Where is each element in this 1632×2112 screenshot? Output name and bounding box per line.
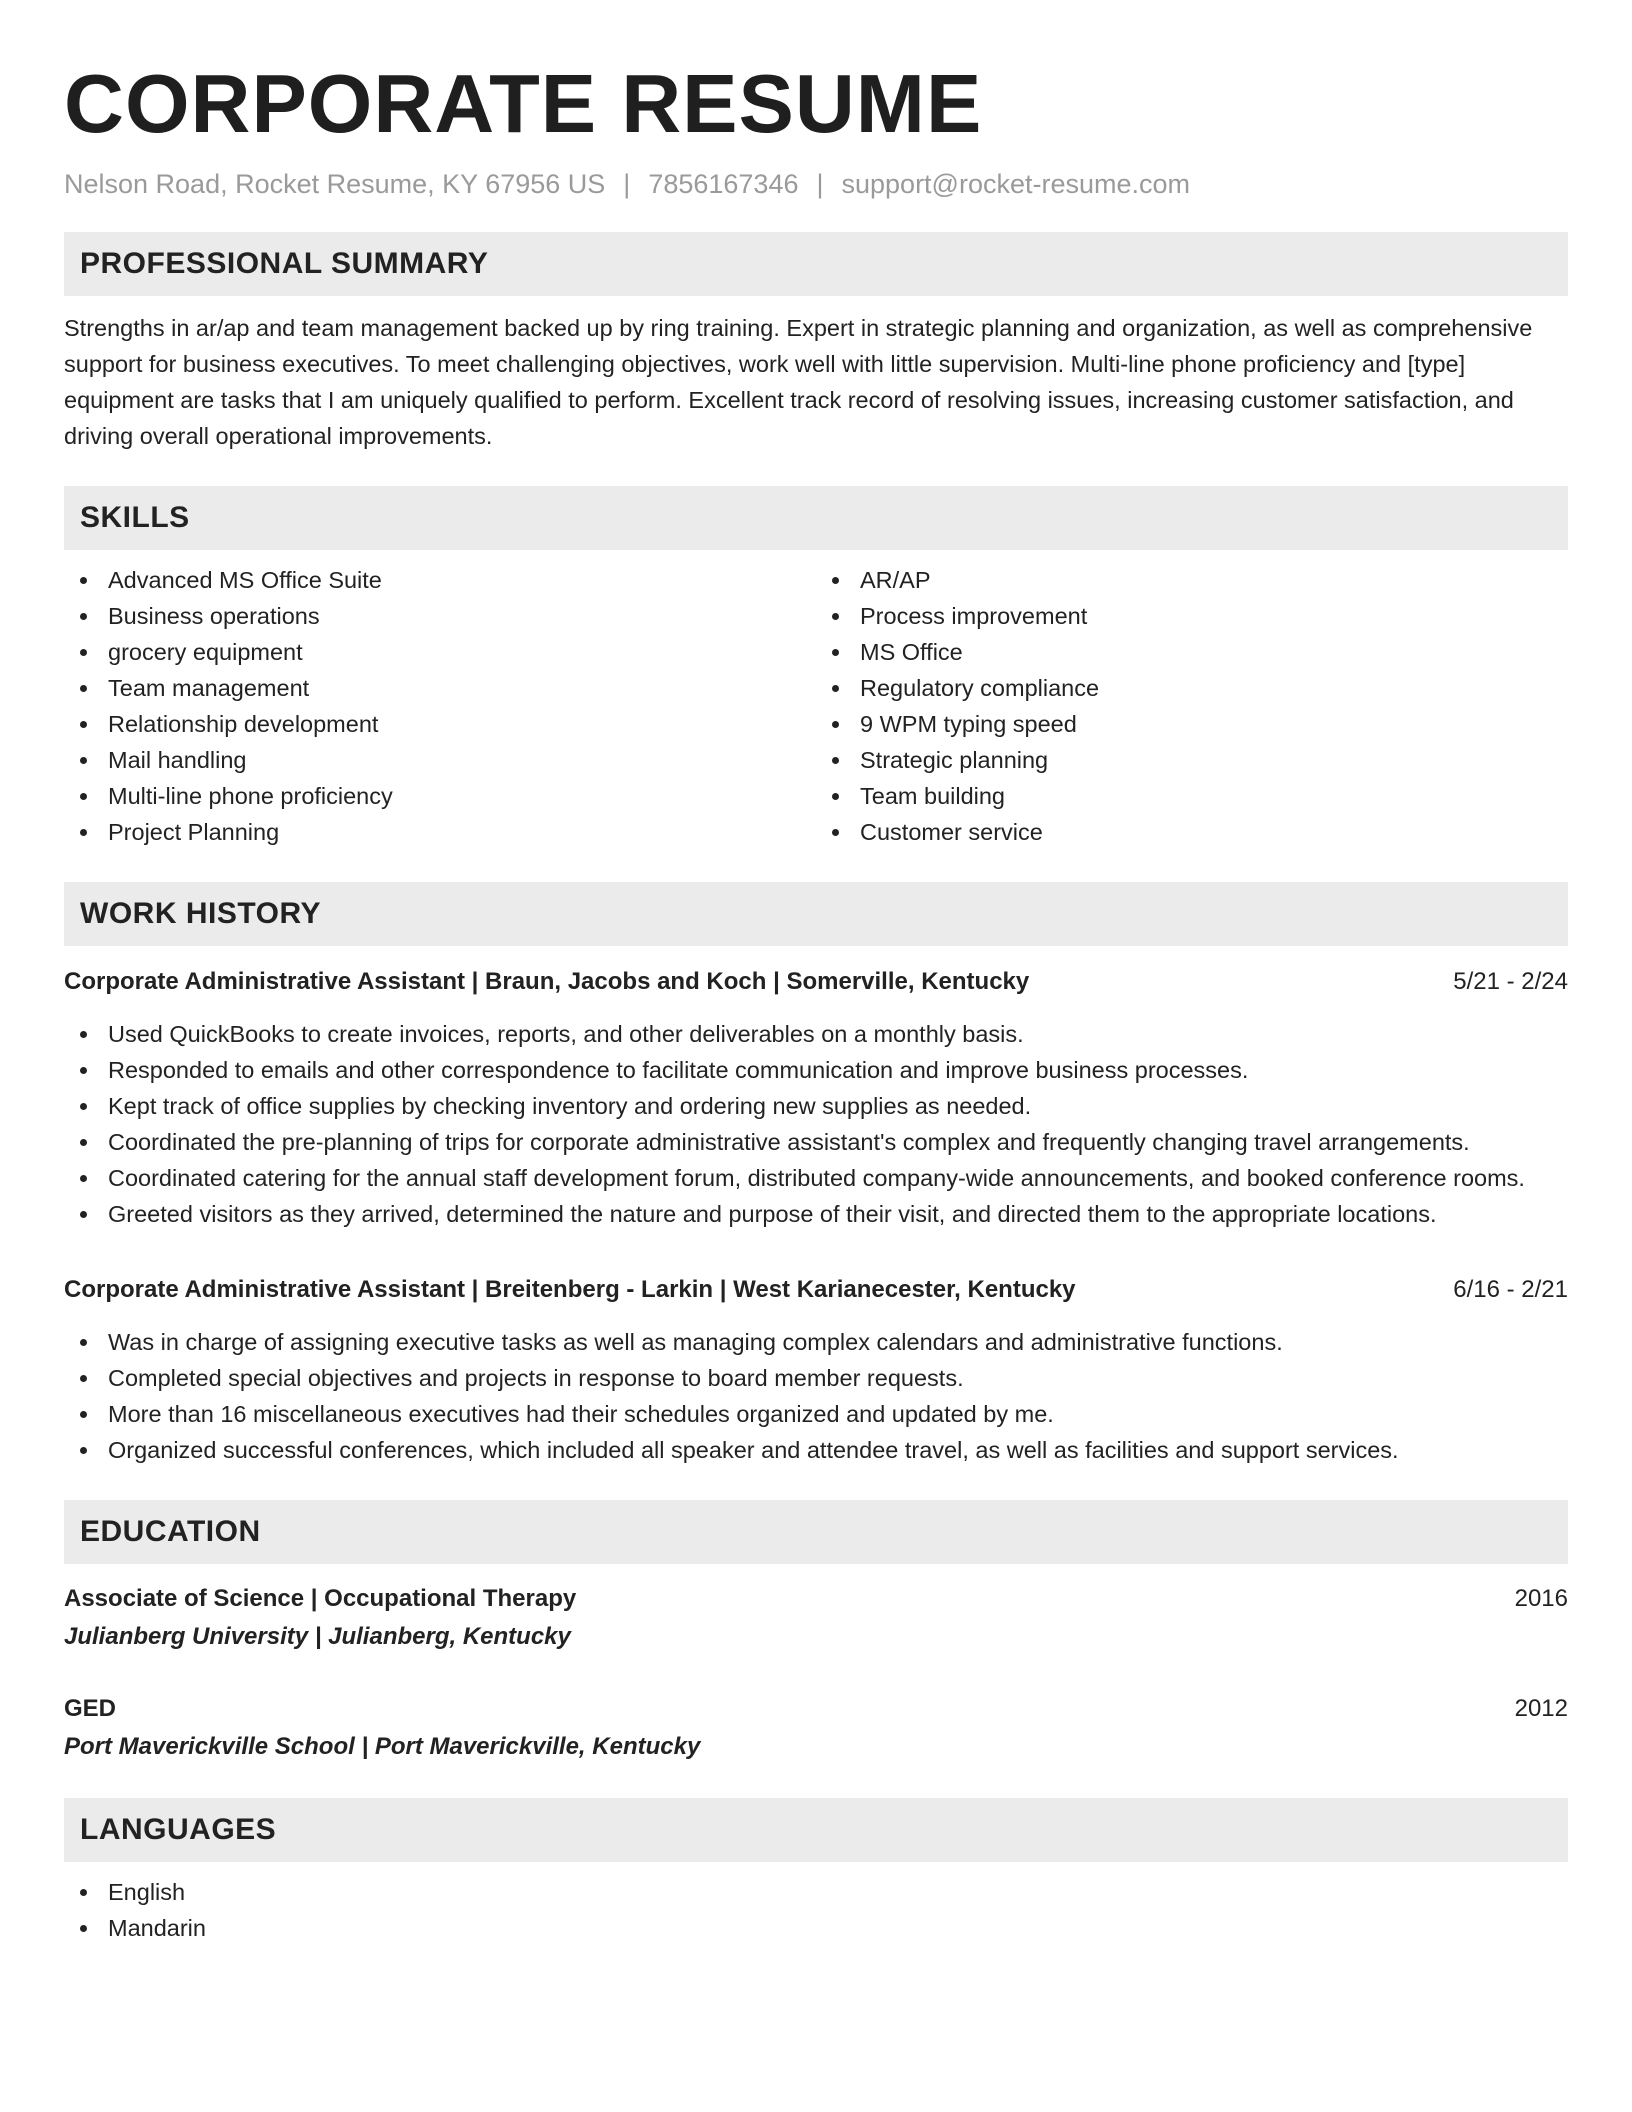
contact-separator: | xyxy=(816,169,824,200)
job-title: Corporate Administrative Assistant | Braun, Jacobs and Koch | Somerville, Kentucky xyxy=(64,968,1030,996)
contact-phone: 7856167346 xyxy=(648,169,799,200)
language-item: Mandarin xyxy=(64,1910,1568,1946)
skills-list-left xyxy=(64,562,816,850)
job-bullet: Responded to emails and other correspondence to facilitate communication and improve business processes. xyxy=(64,1052,1568,1088)
summary-section xyxy=(64,232,1568,454)
job-bullet: Was in charge of assigning executive tasks as well as managing complex calendars and administrative functions. xyxy=(64,1324,1568,1360)
work-heading: WORK HISTORY xyxy=(80,897,322,931)
education-header xyxy=(64,1690,1568,1728)
skill-item: Business operations xyxy=(64,598,816,634)
skill-item: Customer service xyxy=(816,814,1568,850)
job-bullet: More than 16 miscellaneous executives had their schedules organized and updated by me. xyxy=(64,1396,1568,1432)
education-entry xyxy=(64,1580,1568,1656)
skills-grid xyxy=(64,562,1568,850)
skill-item: Mail handling xyxy=(64,742,816,778)
contact-line xyxy=(64,169,1568,200)
skill-item: Regulatory compliance xyxy=(816,670,1568,706)
education-year: 2012 xyxy=(1514,1695,1568,1723)
skill-item: MS Office xyxy=(816,634,1568,670)
job-bullet: Organized successful conferences, which included all speaker and attendee travel, as well as facilities and support services. xyxy=(64,1432,1568,1468)
section-header xyxy=(64,1798,1568,1862)
job-bullet: Kept track of office supplies by checking inventory and ordering new supplies as needed. xyxy=(64,1088,1568,1124)
job-dates: 6/16 - 2/21 xyxy=(1453,1276,1568,1304)
summary-text: Strengths in ar/ap and team management backed up by ring training. Expert in strategic planning and organization, as well as comprehensive support for business executives. To meet challenging objectives, work well with little supervision. Multi-line phone proficiency and [type] equipment are tasks that I am uniquely qualified to perform. Excellent track record of resolving issues, increasing customer satisfaction, and driving overall operational improvements. xyxy=(64,315,1533,450)
skill-item: Team management xyxy=(64,670,816,706)
section-header xyxy=(64,1500,1568,1564)
summary-heading: PROFESSIONAL SUMMARY xyxy=(80,247,489,281)
education-school: Julianberg University | Julianberg, Kentucky xyxy=(64,1623,571,1651)
job-entry xyxy=(64,964,1568,1232)
skills-section xyxy=(64,486,1568,850)
education-school: Port Maverickville School | Port Maverickville, Kentucky xyxy=(64,1733,701,1761)
skill-item: Multi-line phone proficiency xyxy=(64,778,816,814)
skills-list-right xyxy=(816,562,1568,850)
languages-section xyxy=(64,1798,1568,1946)
skill-item: Team building xyxy=(816,778,1568,814)
contact-address: Nelson Road, Rocket Resume, KY 67956 US xyxy=(64,169,606,200)
skill-item: Relationship development xyxy=(64,706,816,742)
work-history-section xyxy=(64,882,1568,1468)
education-heading: EDUCATION xyxy=(80,1515,261,1549)
languages-heading: LANGUAGES xyxy=(80,1813,277,1847)
resume-title: CORPORATE RESUME xyxy=(64,57,983,150)
languages-list xyxy=(64,1874,1568,1946)
job-bullets xyxy=(64,1324,1568,1468)
job-header xyxy=(64,1272,1568,1308)
skill-item: AR/AP xyxy=(816,562,1568,598)
job-bullet: Completed special objectives and projects in response to board member requests. xyxy=(64,1360,1568,1396)
job-dates: 5/21 - 2/24 xyxy=(1453,968,1568,996)
skill-item: Advanced MS Office Suite xyxy=(64,562,816,598)
skill-item: Strategic planning xyxy=(816,742,1568,778)
job-bullet: Coordinated the pre-planning of trips for corporate administrative assistant's complex and frequently changing travel arrangements. xyxy=(64,1124,1568,1160)
education-degree: Associate of Science | Occupational Therapy xyxy=(64,1585,577,1613)
job-title: Corporate Administrative Assistant | Breitenberg - Larkin | West Karianecester, Kentucky xyxy=(64,1276,1076,1304)
contact-separator: | xyxy=(623,169,631,200)
section-header xyxy=(64,882,1568,946)
education-section xyxy=(64,1500,1568,1766)
job-bullet: Used QuickBooks to create invoices, reports, and other deliverables on a monthly basis. xyxy=(64,1016,1568,1052)
job-bullet: Greeted visitors as they arrived, determined the nature and purpose of their visit, and directed them to the appropriate locations. xyxy=(64,1196,1568,1232)
education-entry xyxy=(64,1690,1568,1766)
section-header xyxy=(64,232,1568,296)
education-year: 2016 xyxy=(1514,1585,1568,1613)
education-header xyxy=(64,1580,1568,1618)
skill-item: Project Planning xyxy=(64,814,816,850)
section-header xyxy=(64,486,1568,550)
job-bullet: Coordinated catering for the annual staff development forum, distributed company-wide announcements, and booked conference rooms. xyxy=(64,1160,1568,1196)
skill-item: grocery equipment xyxy=(64,634,816,670)
skill-item: 9 WPM typing speed xyxy=(816,706,1568,742)
education-degree: GED xyxy=(64,1695,117,1723)
job-header xyxy=(64,964,1568,1000)
language-item: English xyxy=(64,1874,1568,1910)
skill-item: Process improvement xyxy=(816,598,1568,634)
skills-heading: SKILLS xyxy=(80,501,190,535)
job-entry xyxy=(64,1272,1568,1468)
job-bullets xyxy=(64,1016,1568,1232)
contact-email: support@rocket-resume.com xyxy=(841,169,1191,200)
